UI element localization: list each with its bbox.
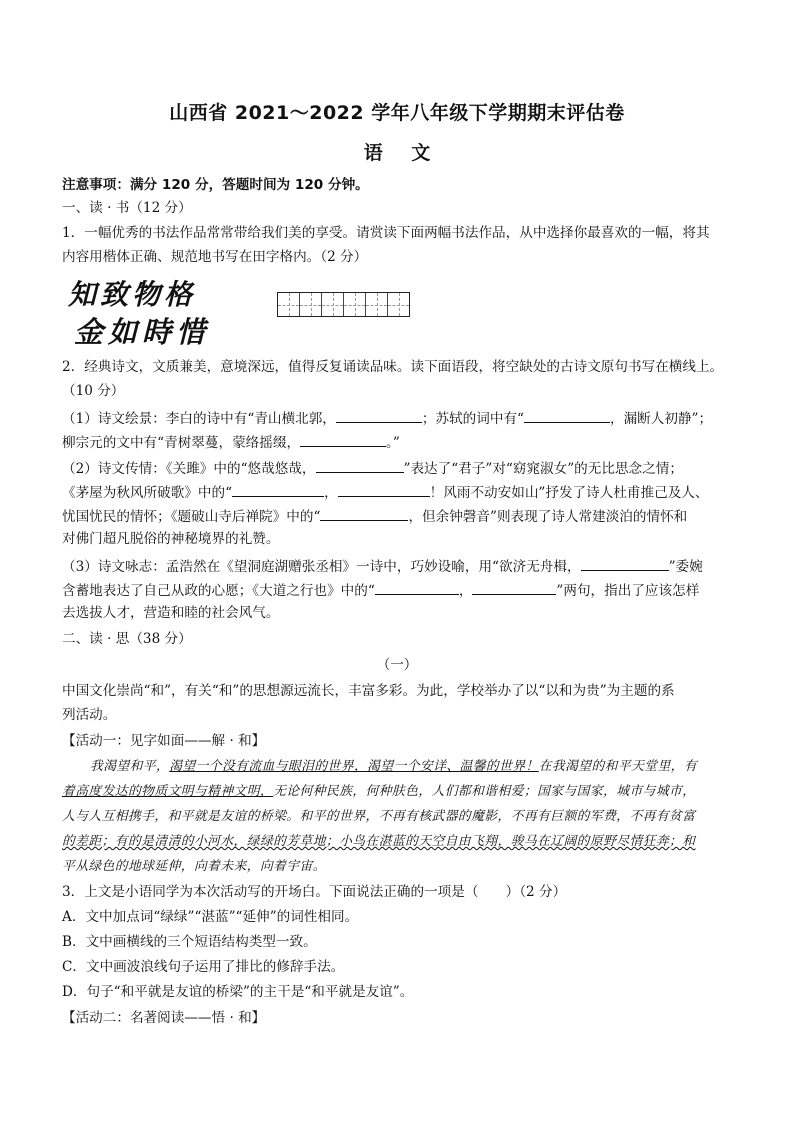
text: ”表达了“君子”对“窈窕淑女”的无比思念之情；	[403, 461, 683, 477]
subject-title: 语 文	[363, 142, 431, 164]
text: ，但余钟磬音”则表现了诗人常建淡泊的情怀和	[408, 509, 688, 525]
text: ；苏轼的词中有“	[421, 411, 524, 427]
text: （3）诗文咏志：孟浩然在《望洞庭湖赠张丞相》一诗中，巧妙设喻，用“欲济无舟楫，	[62, 559, 581, 575]
exam-title: 山西省 2021～2022 学年八年级下学期期末评估卷	[169, 102, 625, 124]
grid-cell[interactable]	[344, 293, 366, 316]
q2-line2: （10 分）	[62, 383, 125, 399]
grid-cell[interactable]	[388, 293, 409, 316]
q3-option-c[interactable]: C．文中画波浪线句子运用了排比的修辞手法。	[62, 959, 345, 975]
answer-blank[interactable]	[375, 580, 459, 595]
answer-blank[interactable]	[232, 482, 324, 497]
q2-part2-line1	[62, 458, 683, 478]
passage-line5: 平从绿色的地球延伸，向着未来，向着宇宙。	[62, 859, 326, 874]
q3-stem: 3．上文是小语同学为本次活动写的开场白。下面说法正确的一项是（ ）（2 分）	[62, 884, 567, 900]
calligraphy-top: 知致物格	[68, 278, 197, 311]
grid-cell[interactable]	[322, 293, 344, 316]
q2-part2-line3	[62, 506, 687, 526]
q2-part1-line1	[62, 408, 712, 428]
part-one-label: （一）	[376, 657, 418, 673]
notice: 注意事项：满分 120 分，答题时间为 120 分钟。	[62, 177, 369, 193]
section2-heading: 二、读 · 思（38 分）	[62, 631, 192, 647]
text: 忧国忧民的情怀；《题破山寺后禅院》中的“	[62, 509, 321, 525]
answer-blank[interactable]	[320, 506, 408, 521]
passage-line3: 人与人互相携手，和平就是友谊的桥梁。和平的世界，不再有核武器的魔影，不再有巨额的军费，不再有贫富	[62, 809, 696, 824]
q2-part3-line1	[62, 556, 703, 576]
text: ”委婉	[668, 559, 703, 575]
passage-line2	[62, 783, 695, 801]
q3-option-d[interactable]: D．句子“和平就是友谊的桥梁”的主干是“和平就是友谊”。	[62, 984, 414, 1000]
q2-part2-line2	[62, 482, 709, 502]
tianzige-grid[interactable]	[277, 292, 410, 317]
text: 含蓄地表达了自己从政的心愿；《大道之行也》中的“	[62, 583, 375, 599]
calligraphy-images	[66, 270, 236, 348]
passage-line4: 的差距；有的是清清的小河水，绿绿的芳草地；小鸟在湛蓝的天空自由飞翔，骏马在辽阔的原野尽情狂奔；和	[62, 834, 696, 849]
q2-part2-line4: 对佛门超凡脱俗的神秘境界的礼赞。	[62, 531, 280, 547]
text: 在我渴望的和平天堂里，有	[538, 759, 698, 774]
text: （2）诗文传情：《关雎》中的“悠哉悠哉，	[62, 461, 316, 477]
text: 我渴望和平，	[90, 759, 170, 774]
activity1-heading: 【活动一：见字如面——解 · 和】	[62, 733, 266, 749]
text: （1）诗文绘景：李白的诗中有“青山横北郭，	[62, 411, 336, 427]
answer-blank[interactable]	[336, 408, 422, 423]
answer-blank[interactable]	[581, 556, 669, 571]
answer-blank[interactable]	[472, 580, 556, 595]
grid-cell[interactable]	[278, 293, 300, 316]
text: 。”	[386, 435, 400, 451]
text: ，漏断人初静”；	[610, 411, 713, 427]
underlined-phrase: 渴望一个没有流血与眼泪的世界，渴望一个安详、温馨的世界！	[169, 759, 539, 774]
text: ！风雨不动安如山”抒发了诗人杜甫推己及人、	[429, 485, 709, 501]
text: ，	[324, 485, 338, 501]
calligraphy-bottom: 金如時惜	[74, 315, 211, 348]
text: 《茅屋为秋风所破歌》中的“	[62, 485, 233, 501]
q2-part1-line2	[62, 432, 400, 452]
text: ，	[458, 583, 473, 599]
q1-line2: 内容用楷体正确、规范地书写在田字格内。（2 分）	[62, 249, 368, 265]
q3-option-a[interactable]: A．文中加点词“绿绿”“湛蓝”“延伸”的词性相同。	[62, 909, 359, 925]
grid-cell[interactable]	[366, 293, 388, 316]
text: 无论何种民族，何种肤色，人们都和谐相爱；国家与国家，城市与城市，	[273, 784, 696, 799]
q1-line1: 1．一幅优秀的书法作品常常带给我们美的享受。请赏读下面两幅书法作品，从中选择你最喜欢的一幅，将其	[62, 225, 710, 241]
text: ”两句，指出了应该怎样	[556, 583, 700, 599]
q2-part3-line3: 去选拔人才，营造和睦的社会风气。	[62, 605, 280, 621]
q2-line1: 2．经典诗文，文质兼美，意境深远，值得反复诵读品味。读下面语段，将空缺处的古诗文原句书写在横线上。	[62, 359, 724, 375]
answer-blank[interactable]	[338, 482, 430, 497]
underlined-phrase: 着高度发达的物质文明与精神文明，	[62, 784, 274, 799]
answer-blank[interactable]	[300, 432, 386, 447]
q3-option-b[interactable]: B．文中画横线的三个短语结构类型一致。	[62, 934, 317, 950]
answer-blank[interactable]	[524, 408, 610, 423]
passage-line1	[90, 758, 697, 776]
answer-blank[interactable]	[316, 458, 404, 473]
intro-line1: 中国文化崇尚“和”，有关“和”的思想源远流长，丰富多彩。为此，学校举办了以“以和为贵”为主题的系	[62, 683, 675, 699]
section1-heading: 一、读 · 书（12 分）	[62, 200, 192, 216]
q2-part3-line2	[62, 580, 699, 600]
grid-cell[interactable]	[300, 293, 322, 316]
intro-line2: 列活动。	[62, 707, 117, 723]
text: 柳宗元的文中有“青树翠蔓，蒙络摇缀，	[62, 435, 301, 451]
activity2-heading: 【活动二：名著阅读——悟 · 和】	[62, 1010, 266, 1026]
